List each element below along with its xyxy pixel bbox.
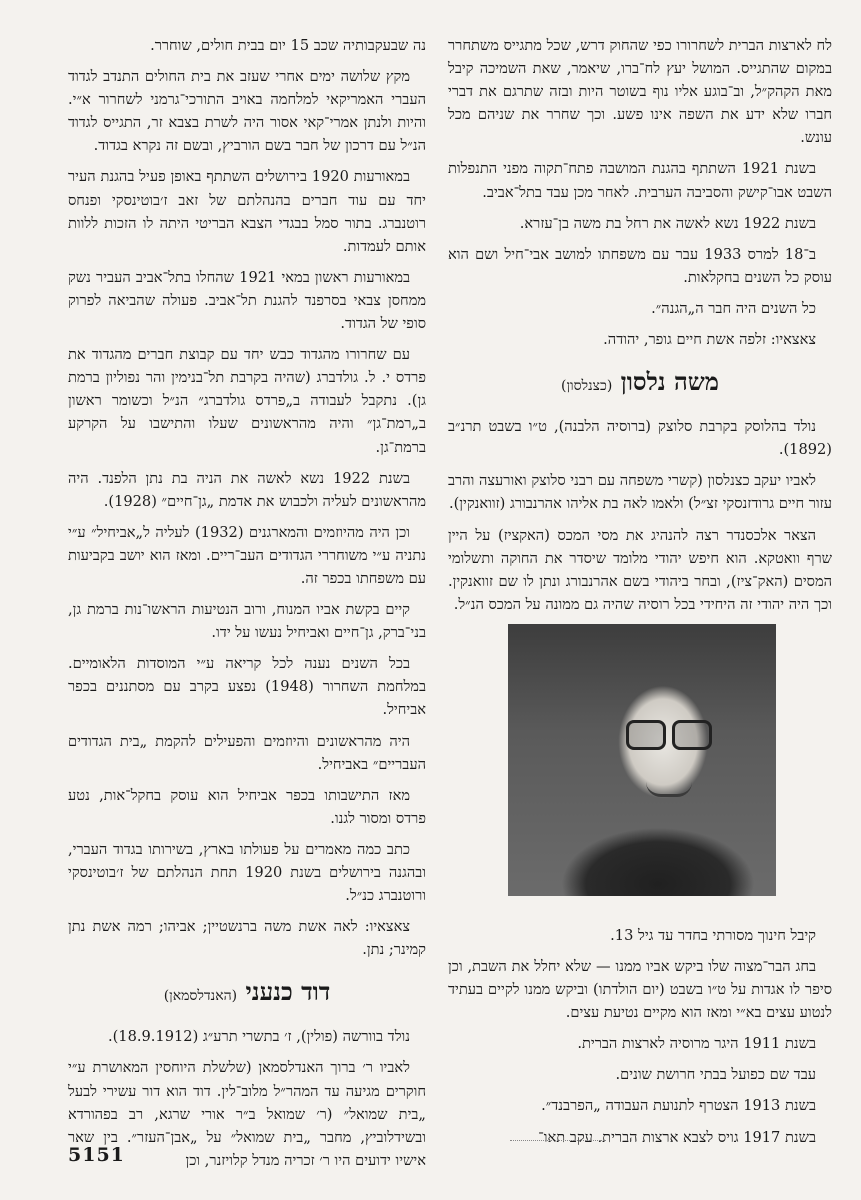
heading-subtitle: (האנדלסמאן) bbox=[163, 988, 238, 1005]
paragraph: מאז התישבותו בכפר אביחיל הוא עוסק בחקל־אות, נטע פרדס ומסור לגנו. bbox=[68, 786, 426, 827]
section-heading bbox=[448, 367, 832, 401]
paragraph: מקץ שלושה ימים אחרי שעזב את בית החולים התנדב לגדוד העברי האמריקאי למלחמה באויב התורכי־גרמני לשחרור א״י. והיות ולנתן אמרי־קאי אסור היה לשרת בצבא זר, התגייס לגדוד הנ״ל עם דרכון של חבר בשם הורביץ, ובשם זה נקרא בגדוד. bbox=[68, 68, 426, 155]
smile-shape bbox=[646, 782, 692, 797]
paragraph: נה שבעקבותיה שכב 15 יום בבית חולים, שוחרר. bbox=[150, 37, 426, 54]
paragraph: לח לארצות הברית לשחרורו כפי שהחוק דרש, שכל מתגייס משתחרר במקום שהתגייס. המושל יעץ לח־ברו, שיאמר, שאת השמיכה קיבל מאת הקהק״ל, וב־בוגע אליו נוף בשוטר היות ובזה שתרגם את דברי חברו שלא ידע את השפה אינו פשע. וכך שחרר את שניהם מכל עונש. bbox=[448, 37, 832, 147]
heading-subtitle: (כצנלסון) bbox=[560, 378, 613, 395]
page-number: 5151 bbox=[68, 1144, 125, 1166]
paragraph: במאורעות ראשון במאי 1921 שהחלו בתל־אביב העביר נשק ממחסן צבאי בסרפנד להגנת תל־אביב. פעולה שהביאה לפרוק סופי של הגדוד. bbox=[68, 268, 426, 333]
paragraph: עבד שם כפועל בבתי חרושת שונים. bbox=[615, 1066, 816, 1084]
portrait-photo bbox=[508, 624, 776, 896]
section-heading bbox=[68, 977, 426, 1011]
left-column bbox=[68, 34, 426, 1180]
paragraph: ב־18 למרס 1933 עבר עם משפחתו למושב אבי־חיל ושם הוא עוסק כל השנים בחקלאות. bbox=[448, 245, 832, 286]
paragraph: עם שחרורו מהגדוד כבש יחד עם קבוצת חברים מהגדוד את פרדס י. ל. גולדברג (שהיה בקרבת תל־בנימין והר נפוליון ברמת גן). נתקבל לעבודה ב„פרדס גולדברג״ הנ״ל וכשומר ראשון ב„רמת־גן״ והיה מהראשונים שעלו והתישבו על הקרקע ברמת־גן. bbox=[68, 346, 426, 456]
paragraph: כתב כמה מאמרים על פעולתו בארץ, בשירותו בגדוד העברי, ובהגנה בירושלים בשנת 1920 תחת הנהלתם של ז׳בוטינסקי ורוטנברג כנ״ל. bbox=[68, 840, 426, 905]
paragraph: בשנת 1917 גויס לצבא ארצות הברית. עקב תאו־ bbox=[538, 1128, 816, 1146]
heading-name: משה נלסון bbox=[620, 367, 719, 397]
paragraph: קיים בקשת אביו המנוח, ורוב הנטיעות הראשו־נות ברמת גן, בני־ברק, גן־חיים ואביחיל נעשו על ידו. bbox=[68, 601, 426, 642]
paragraph: בשנת 1922 נשא לאשה את הניה בת נתן הלפנד. היה מהראשונים לעליה ולכבוש את אדמת „גן־חיים״ (1928). bbox=[68, 469, 426, 510]
right-column bbox=[448, 34, 832, 1157]
paragraph: בשנת 1913 הצטרף לתנועת העבודה „הפרבנד״. bbox=[541, 1097, 816, 1115]
paragraph: קיבל חינוך מסורתי בחדר עד גיל 13. bbox=[610, 926, 816, 944]
paragraph: בחג הבר־מצוה שלו ביקש אביו ממנו — שלא יחלל את השבת, וכן סיפר לו אגדות על ט״ו בשבט (יום הולדתו) וביקש ממנו לקיים בעתיד לנטוע עצים בא״י ומאז הוא מקיים נטיעת עצים. bbox=[448, 957, 832, 1022]
paragraph: נולד בהלוסק בקרבת סלוצק (ברוסיה הלבנה), ט״ו בשבט תרנ״ב (1892). bbox=[448, 418, 832, 459]
paragraph: לאביו ר׳ ברוך האנדלסמאן (שלשלת היוחסין המאושרת ע״י חוקרים מגיעה עד המהר״ל מלוב־לין. דוד הוא דור עשירי לבעל „בית שמואל״ (ר׳ שמואל ב״ר אורי שרגא, רב בפהורדא ובשידלוביץ, מחבר „בית שמואל״ על „אבן־העזר״. בין שאר אישיו ידועים היו ר׳ זכריה מנדל קלויזנר, וכן bbox=[68, 1059, 426, 1169]
paragraph: בשנת 1922 נשא לאשה את רחל בת משה בן־עזרא. bbox=[519, 214, 816, 232]
paragraph: היה מהראשונים והיוזמים והפעילים להקמת „בית הגדודים העבריים״ באביחיל. bbox=[68, 732, 426, 773]
heading-name: דוד כנעני bbox=[245, 977, 331, 1007]
paragraph: צאצאיו: זלפה אשת חיים גופר, יהודה. bbox=[603, 331, 816, 349]
decorative-divider bbox=[510, 1140, 606, 1145]
portrait-photo-area bbox=[448, 624, 832, 914]
paragraph: לאביו יעקב כצנלסון (קשרי משפחה עם רבני סלוצק ואורעצה והרב עזור חיים גרודזנסקי זצ״ל) ולאמו לאה בת אליהו אהרנבורג (זוואנקין). bbox=[448, 472, 832, 513]
paragraph: נולד בוורשה (פולין), ז׳ בתשרי תרע״ג (18.9.1912). bbox=[107, 1028, 410, 1046]
paragraph: בשנת 1911 היגר מרוסיה לארצות הברית. bbox=[577, 1035, 816, 1053]
paragraph: בשנת 1921 השתתף בהגנת המושבה פתח־תקוה מפני התנפלות השבט אבו־קישק והסביבה הערבית. לאחר מכן עבד בתל־אביב. bbox=[448, 160, 832, 201]
paragraph: הצאר אלכסנדר רצה להנהיג את מסי המכס (האקציז) על היין שרף וואטקא. הוא חיפש יהודי מלומד שיסדר את החוקה ותשלומי המסים (האק־ציז), ובחר ביהודי בשם אהרנבורג ונתן לו שם זוואנקין. וכך היה יהודי זה היחידי בכל רוסיה שהיה גם ממונה על המכס הנ״ל. bbox=[448, 526, 832, 613]
paragraph: צאצאיו: לאה אשת משה ברנשטיין; אביהו; רמה אשת נתן קמינר; נתן. bbox=[68, 918, 426, 959]
paragraph: בכל השנים נענה לכל קריאה ע״י המוסדות הלאומיים. במלחמת השחרור (1948) נפצע בקרב עם מסתננים בכפר אביחיל. bbox=[68, 655, 426, 719]
glasses-shape bbox=[626, 720, 712, 746]
paragraph: במאורעות 1920 בירושלים השתתף באופן פעיל בהגנת העיר יחד עם עוד חברים בהנהלתם של זאב ז׳בוטינסקי ופנחס רוטנברג. בתור סמל בבגדי הצבא הבריטי היתה לו הזכות ללוות אותם לעמדות. bbox=[68, 168, 426, 255]
paragraph: כל השנים היה חבר ה„הגנה״. bbox=[651, 299, 816, 317]
paragraph: וכן היה מהיוזמים והמארגנים (1932) לעליה ל„אביחיל״ ע״י נתניה ע״י משוחררי הגדודים העב־ריים. ומאז הוא יושב בקביעות עם משפחתו בכפר זה. bbox=[68, 523, 426, 587]
